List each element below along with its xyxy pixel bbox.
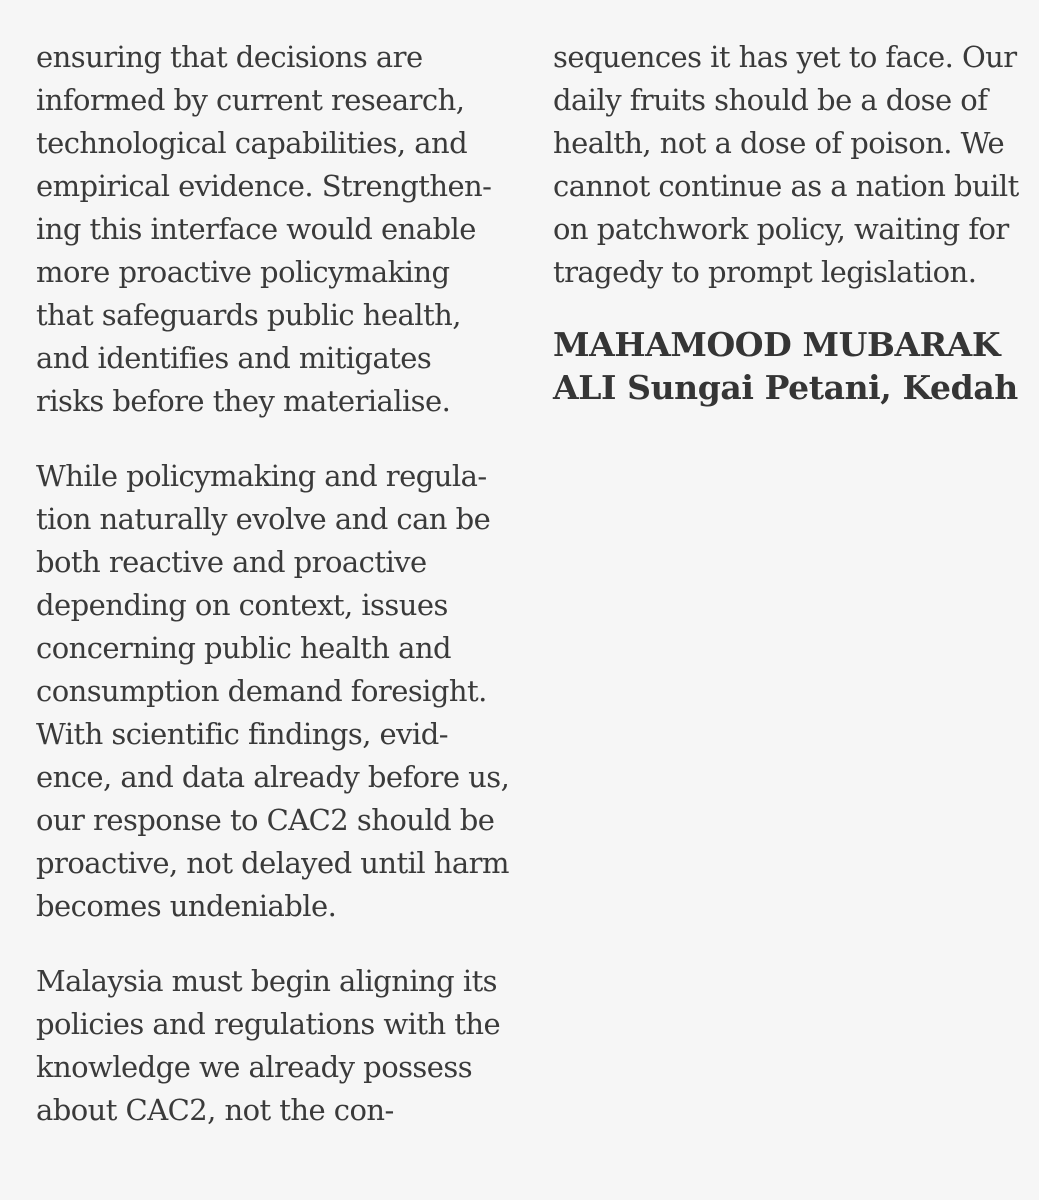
paragraph-proactive-policymaking <box>36 36 506 423</box>
text-line: that safeguards public health, <box>36 298 461 332</box>
author-signature <box>553 323 1023 409</box>
author-name: MAHAMOOD MUBARAK <box>553 325 1001 364</box>
text-line: tragedy to prompt legislation. <box>553 255 977 289</box>
text-line: With scientific findings, evid- <box>36 717 448 751</box>
text-line: tion naturally evolve and can be <box>36 502 491 536</box>
text-line: consumption demand foresight. <box>36 674 487 708</box>
text-line: proactive, not delayed until harm <box>36 846 509 880</box>
text-line: sequences it has yet to face. Our <box>553 40 1017 74</box>
right-column <box>553 36 1023 409</box>
text-line: depending on context, issues <box>36 588 448 622</box>
text-line: cannot continue as a nation built <box>553 169 1019 203</box>
text-line: both reactive and proactive <box>36 545 427 579</box>
text-line: Malaysia must begin aligning its <box>36 964 498 998</box>
text-line: empirical evidence. Strengthen- <box>36 169 492 203</box>
paragraph-continuation <box>553 36 1023 294</box>
paragraph-malaysia-alignment <box>36 960 506 1132</box>
text-line: While policymaking and regula- <box>36 459 487 493</box>
text-line: ensuring that decisions are <box>36 40 423 74</box>
text-line: concerning public health and <box>36 631 451 665</box>
paragraph-spacer <box>36 928 506 960</box>
text-line: our response to CAC2 should be <box>36 803 495 837</box>
paragraph-public-health-foresight <box>36 455 510 928</box>
text-line: risks before they materialise. <box>36 384 451 418</box>
text-line: knowledge we already possess <box>36 1050 473 1084</box>
text-line: ing this interface would enable <box>36 212 476 246</box>
text-line: daily fruits should be a dose of <box>553 83 988 117</box>
paragraph-spacer <box>36 423 506 455</box>
text-line: informed by current research, <box>36 83 465 117</box>
author-name-and-location: ALI Sungai Petani, Kedah <box>553 368 1018 407</box>
text-line: health, not a dose of poison. We <box>553 126 1005 160</box>
text-line: ence, and data already before us, <box>36 760 510 794</box>
text-line: about CAC2, not the con- <box>36 1093 394 1127</box>
text-line: more proactive policymaking <box>36 255 450 289</box>
text-line: policies and regulations with the <box>36 1007 501 1041</box>
text-line: technological capabilities, and <box>36 126 468 160</box>
text-line: and identifies and mitigates <box>36 341 432 375</box>
text-line: on patchwork policy, waiting for <box>553 212 1009 246</box>
text-line: becomes undeniable. <box>36 889 337 923</box>
left-column <box>36 36 510 1132</box>
